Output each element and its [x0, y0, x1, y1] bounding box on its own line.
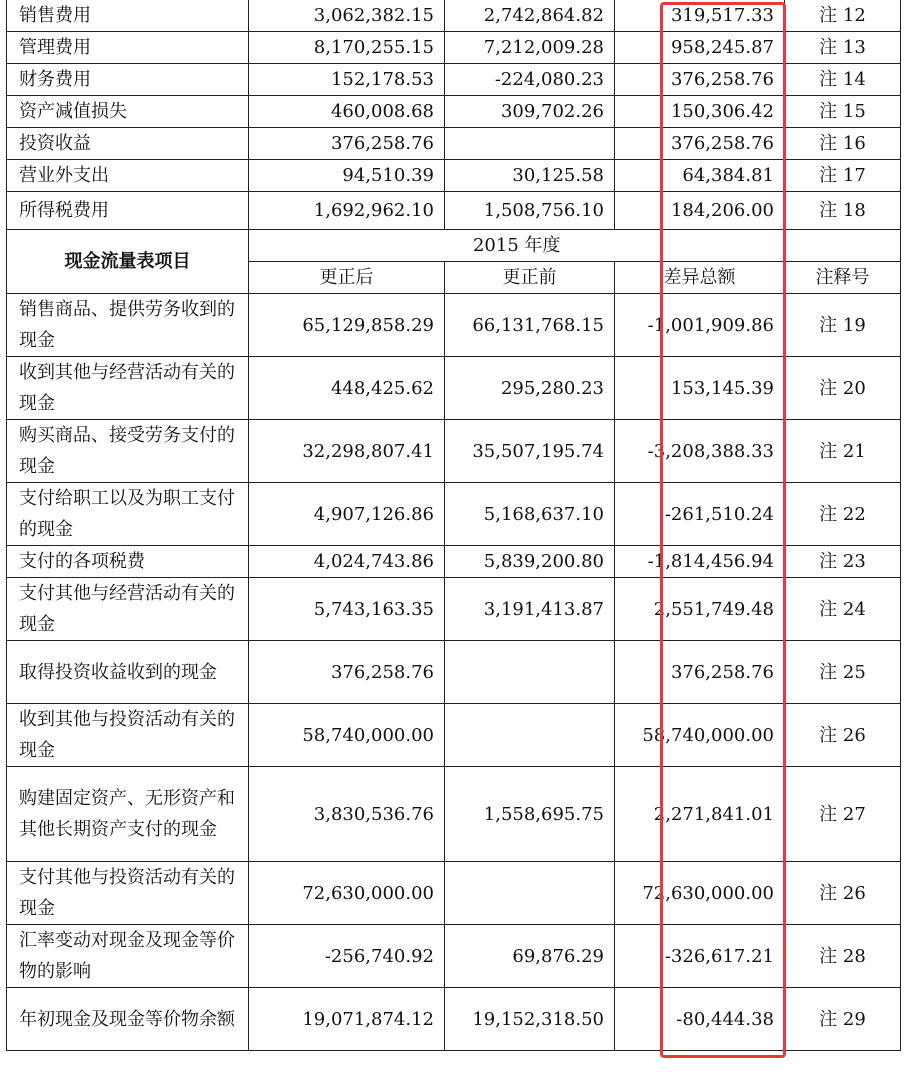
year-header-blank	[785, 230, 901, 262]
col-note-header: 注释号	[785, 262, 901, 294]
value-before: 309,702.26	[445, 96, 615, 128]
value-after: 448,425.62	[249, 357, 445, 420]
value-after: 94,510.39	[249, 160, 445, 192]
note-ref: 注 12	[785, 0, 901, 32]
row-item-label: 营业外支出	[7, 160, 249, 192]
value-before	[445, 704, 615, 767]
value-diff: 64,384.81	[615, 160, 785, 192]
note-ref: 注 16	[785, 128, 901, 160]
value-after: 376,258.76	[249, 128, 445, 160]
table-row	[7, 128, 901, 160]
row-item-label: 支付其他与投资活动有关的现金	[7, 862, 249, 925]
value-after: 1,692,962.10	[249, 192, 445, 230]
table-row	[7, 294, 901, 357]
row-item-label: 支付其他与经营活动有关的现金	[7, 578, 249, 641]
value-before: 66,131,768.15	[445, 294, 615, 357]
table-row	[7, 704, 901, 767]
col-after-header: 更正后	[249, 262, 445, 294]
row-item-label: 财务费用	[7, 64, 249, 96]
note-ref: 注 20	[785, 357, 901, 420]
value-diff: -261,510.24	[615, 483, 785, 546]
value-before: 3,191,413.87	[445, 578, 615, 641]
table-row	[7, 96, 901, 128]
value-after: 4,024,743.86	[249, 546, 445, 578]
table-row	[7, 925, 901, 988]
table-row	[7, 641, 901, 704]
row-item-label: 购买商品、接受劳务支付的现金	[7, 420, 249, 483]
value-before: 7,212,009.28	[445, 32, 615, 64]
table-row	[7, 483, 901, 546]
value-after: 460,008.68	[249, 96, 445, 128]
value-before: 295,280.23	[445, 357, 615, 420]
value-after: 19,071,874.12	[249, 988, 445, 1051]
row-item-label: 收到其他与投资活动有关的现金	[7, 704, 249, 767]
table-row	[7, 192, 901, 230]
row-item-label: 支付的各项税费	[7, 546, 249, 578]
row-item-label: 支付给职工以及为职工支付的现金	[7, 483, 249, 546]
table-row	[7, 357, 901, 420]
value-before: 2,742,864.82	[445, 0, 615, 32]
note-ref: 注 13	[785, 32, 901, 64]
value-after: 376,258.76	[249, 641, 445, 704]
value-after: 4,907,126.86	[249, 483, 445, 546]
value-diff: 376,258.76	[615, 128, 785, 160]
note-ref: 注 26	[785, 704, 901, 767]
note-ref: 注 21	[785, 420, 901, 483]
table-row	[7, 988, 901, 1051]
value-before	[445, 862, 615, 925]
col-diff-header: 差异总额	[615, 262, 785, 294]
value-diff: 184,206.00	[615, 192, 785, 230]
value-after: 5,743,163.35	[249, 578, 445, 641]
income-adjustment-rows	[7, 0, 901, 230]
value-after: -256,740.92	[249, 925, 445, 988]
value-diff: -3,208,388.33	[615, 420, 785, 483]
value-diff: 2,271,841.01	[615, 767, 785, 862]
table-row	[7, 767, 901, 862]
value-before: 19,152,318.50	[445, 988, 615, 1051]
table-row	[7, 546, 901, 578]
value-before: -224,080.23	[445, 64, 615, 96]
table-row	[7, 32, 901, 64]
table-row	[7, 0, 901, 32]
note-ref: 注 23	[785, 546, 901, 578]
value-diff: 72,630,000.00	[615, 862, 785, 925]
cash-flow-rows	[7, 294, 901, 1051]
value-diff: 376,258.76	[615, 641, 785, 704]
row-item-label: 管理费用	[7, 32, 249, 64]
value-after: 32,298,807.41	[249, 420, 445, 483]
row-item-label: 投资收益	[7, 128, 249, 160]
value-before: 1,508,756.10	[445, 192, 615, 230]
row-item-label: 收到其他与经营活动有关的现金	[7, 357, 249, 420]
value-before: 30,125.58	[445, 160, 615, 192]
note-ref: 注 27	[785, 767, 901, 862]
row-item-label: 销售商品、提供劳务收到的现金	[7, 294, 249, 357]
financial-table	[6, 0, 901, 1051]
value-after: 65,129,858.29	[249, 294, 445, 357]
table-row	[7, 160, 901, 192]
value-before: 5,839,200.80	[445, 546, 615, 578]
note-ref: 注 19	[785, 294, 901, 357]
row-item-label: 汇率变动对现金及现金等价物的影响	[7, 925, 249, 988]
value-diff: 376,258.76	[615, 64, 785, 96]
value-before: 69,876.29	[445, 925, 615, 988]
year-header: 2015 年度	[249, 230, 785, 262]
value-before	[445, 641, 615, 704]
value-diff: 150,306.42	[615, 96, 785, 128]
note-ref: 注 28	[785, 925, 901, 988]
row-item-label: 购建固定资产、无形资产和其他长期资产支付的现金	[7, 767, 249, 862]
row-item-label: 取得投资收益收到的现金	[7, 641, 249, 704]
value-after: 3,830,536.76	[249, 767, 445, 862]
note-ref: 注 26	[785, 862, 901, 925]
value-before	[445, 128, 615, 160]
value-diff: -326,617.21	[615, 925, 785, 988]
col-before-header: 更正前	[445, 262, 615, 294]
note-ref: 注 29	[785, 988, 901, 1051]
note-ref: 注 15	[785, 96, 901, 128]
row-item-label: 所得税费用	[7, 192, 249, 230]
note-ref: 注 24	[785, 578, 901, 641]
value-diff: -1,814,456.94	[615, 546, 785, 578]
table-row	[7, 862, 901, 925]
value-diff: -1,001,909.86	[615, 294, 785, 357]
value-before: 35,507,195.74	[445, 420, 615, 483]
row-item-label: 资产减值损失	[7, 96, 249, 128]
value-after: 8,170,255.15	[249, 32, 445, 64]
table-row	[7, 578, 901, 641]
cash-flow-header	[7, 230, 901, 294]
section-title: 现金流量表项目	[7, 230, 249, 294]
value-before: 5,168,637.10	[445, 483, 615, 546]
note-ref: 注 22	[785, 483, 901, 546]
value-diff: 958,245.87	[615, 32, 785, 64]
note-ref: 注 14	[785, 64, 901, 96]
value-after: 3,062,382.15	[249, 0, 445, 32]
value-diff: 153,145.39	[615, 357, 785, 420]
value-after: 72,630,000.00	[249, 862, 445, 925]
table-row	[7, 420, 901, 483]
note-ref: 注 25	[785, 641, 901, 704]
value-before: 1,558,695.75	[445, 767, 615, 862]
note-ref: 注 18	[785, 192, 901, 230]
row-item-label: 销售费用	[7, 0, 249, 32]
value-diff: 319,517.33	[615, 0, 785, 32]
value-diff: 2,551,749.48	[615, 578, 785, 641]
row-item-label: 年初现金及现金等价物余额	[7, 988, 249, 1051]
value-after: 58,740,000.00	[249, 704, 445, 767]
value-diff: 58,740,000.00	[615, 704, 785, 767]
value-diff: -80,444.38	[615, 988, 785, 1051]
value-after: 152,178.53	[249, 64, 445, 96]
note-ref: 注 17	[785, 160, 901, 192]
table-row	[7, 64, 901, 96]
